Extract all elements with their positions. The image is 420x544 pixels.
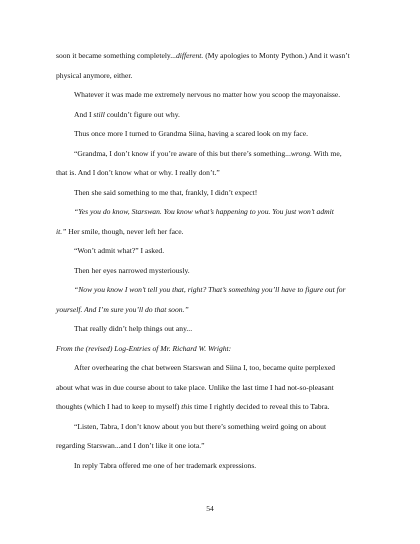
text-line	[56, 163, 374, 183]
text-segment: about what was in due course about to take place. Unlike the last time I had not-so-pleasant	[56, 382, 334, 392]
text-line	[56, 261, 374, 281]
text-segment: In reply Tabra offered me one of her trademark expressions.	[74, 460, 257, 470]
text-line	[56, 124, 374, 144]
text-segment: Then she said something to me that, frankly, I didn’t expect!	[74, 187, 258, 197]
text-line	[56, 105, 374, 125]
text-segment: Then her eyes narrowed mysteriously.	[74, 265, 190, 275]
italic-text: different.	[175, 51, 204, 60]
italic-text: “Now you know I won’t tell you that, right? That’s something you’ll have to figure out for	[74, 285, 346, 294]
text-segment: With me,	[311, 148, 342, 158]
text-segment: (My apologies to Monty Python.) And it wasn’t	[203, 51, 350, 60]
text-line	[56, 202, 374, 222]
text-segment: soon it became something completely...	[56, 51, 176, 60]
text-segment: That really didn’t help things out any...	[74, 324, 193, 333]
text-segment: Whatever it was made me extremely nervous no matter how you scoop the mayonaisse.	[74, 90, 341, 99]
text-segment: time I rightly decided to reveal this to Tabra.	[192, 402, 330, 411]
text-segment: that is. And I don’t know what or why. I really don’t.”	[56, 168, 220, 177]
italic-text: “Yes you do know, Starswan. You know what’s happening to you. You just won’t admit	[74, 207, 334, 216]
text-segment: After overhearing the chat between Starswan and Siina I, too, became quite perplexed	[74, 363, 336, 372]
text-line	[56, 46, 374, 66]
text-line	[56, 436, 374, 456]
text-line	[56, 144, 374, 164]
text-line	[56, 319, 374, 339]
text-line	[56, 183, 374, 203]
text-line	[56, 85, 374, 105]
text-line	[56, 339, 374, 359]
text-segment: “Won’t admit what?” I asked.	[74, 246, 165, 255]
text-segment: “Listen, Tabra, I don’t know about you but there’s something weird going on about	[74, 421, 327, 431]
italic-text: wrong.	[290, 148, 312, 158]
text-segment: Her smile, though, never left her face.	[66, 226, 184, 236]
text-line	[56, 280, 374, 300]
text-segment: thoughts (which I had to keep to myself)	[56, 402, 182, 411]
page-number: 54	[206, 504, 214, 513]
text-line	[56, 378, 374, 398]
text-segment: “Grandma, I don’t know if you’re aware of this but there’s something...	[74, 148, 291, 158]
italic-text: still	[93, 109, 105, 119]
text-line	[56, 66, 374, 86]
text-segment: Thus once more I turned to Grandma Siina, having a scared look on my face.	[74, 129, 309, 138]
italic-text: this	[181, 402, 193, 411]
text-segment: physical anymore, either.	[56, 70, 133, 80]
italic-text: yourself. And I’m sure you’ll do that soon.”	[56, 304, 189, 314]
text-segment: And I	[74, 109, 94, 119]
text-segment: regarding Starswan...and I don’t like it one iota.”	[56, 441, 205, 450]
text-line	[56, 222, 374, 242]
text-line	[56, 300, 374, 320]
text-line	[56, 417, 374, 437]
italic-text: it.”	[56, 226, 67, 236]
body-text	[56, 46, 374, 475]
italic-text: From the (revised) Log-Entries of Mr. Richard W. Wright:	[56, 343, 232, 353]
text-line	[56, 456, 374, 476]
text-line	[56, 241, 374, 261]
text-line	[56, 358, 374, 378]
text-line	[56, 397, 374, 417]
text-segment: couldn’t figure out why.	[104, 109, 180, 119]
